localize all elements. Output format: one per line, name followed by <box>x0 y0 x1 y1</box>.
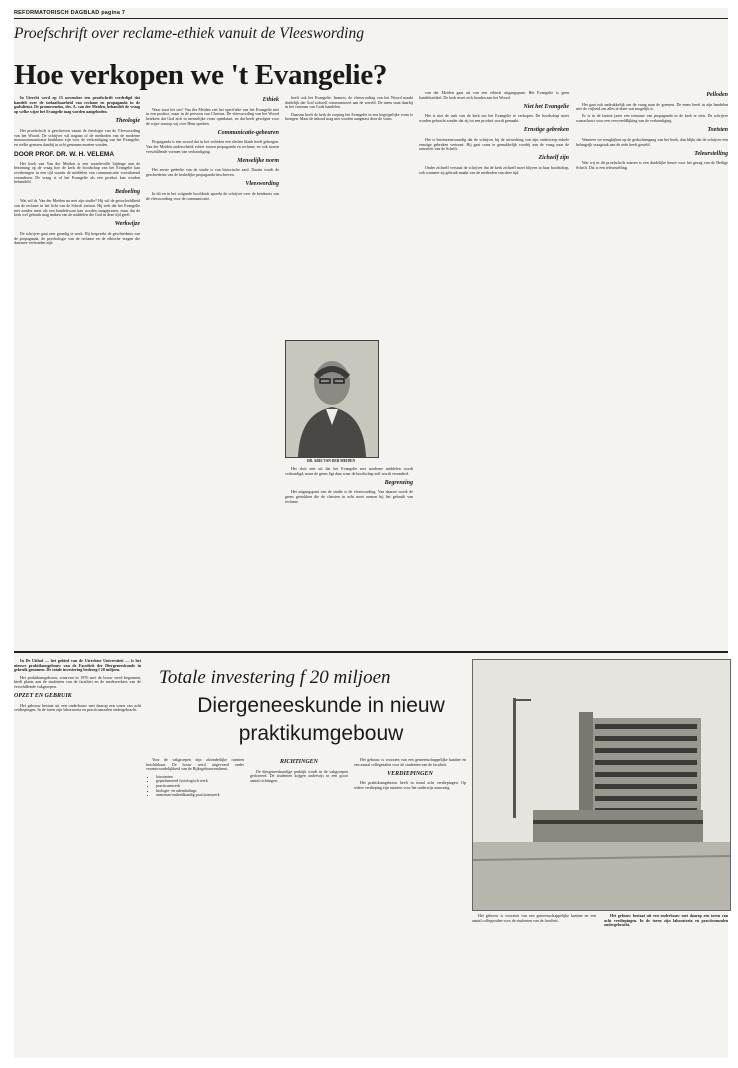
article-column-3-bottom <box>285 467 413 641</box>
subhead-begrenzing: Begrenzing <box>384 479 413 486</box>
article-paragraph: Het eerste gedeelte van de studie is van historische aard. Daarin wordt de geschiedenis van de kerkelijke propaganda beschreven. <box>146 167 279 178</box>
photo-caption: DR. ARIE VAN DER MEIDEN <box>306 459 356 463</box>
list-item: • practicumwerk <box>156 784 244 789</box>
article-paragraph: heeft ook het Evangelie. Immers, de vleeswording van het Woord maakt duidelijk dat God zichzelf communiceert aan de wereld. De mens staat daarbij in het centrum van Gods handelen. <box>285 96 413 110</box>
subhead-theology: Theologie <box>115 118 140 125</box>
newspaper-page <box>14 8 728 1058</box>
subhead-ethiek: Ethiek <box>262 97 279 103</box>
subhead-ernstige-gebreken: Ernstige gebreken <box>523 127 569 134</box>
article2-column-1 <box>14 659 141 1052</box>
article-paragraph: In dit en in het volgende hoofdstuk spreekt de schrijver over de betekenis van de vleeswording voor de communicatie. <box>146 190 279 201</box>
article2-paragraph: Het gebouw is voorzien van een gemeenschappelijke kantine en een aantal collegezalen voor de studenten van de faculteit. <box>472 914 596 923</box>
facility-list <box>156 775 244 799</box>
subhead-vleeswording: Vleeswording <box>245 181 279 188</box>
article2-column-6 <box>604 914 728 1054</box>
article2-kicker: Totale investering f 20 miljoen <box>159 667 391 688</box>
article2-lead: In De Uithof — het gebied van de Utrechtse Universiteit — is het nieuwe praktikumgebouw van de Faculteit der Diergeneeskunde in gebruik genomen. De totale investering bedroeg f 20 miljoen. <box>14 659 141 673</box>
article-paragraph: Het gaat ook nadrukkelijk om de vraag naar de grenzen. De mens heeft in zijn handelen niet de vrijheid om alles te doen wat mogelijk is. <box>576 101 728 112</box>
article2-paragraph: Het gebouw bestaat uit een onderbouw met daarop een toren van acht verdiepingen. In de toren zijn laboratoria en practicumzalen ondergebracht. <box>14 702 141 713</box>
article-column-4 <box>419 91 569 641</box>
subhead-niet-het-evangelie: Niet het Evangelie <box>523 103 569 110</box>
subhead-opzet: OPZET EN GEBRUIK <box>14 693 72 700</box>
article-paragraph: Het is betreurenswaardig dat de schrijver bij de uitwerking van zijn onderwerp enkele ernstige gebreken vertoont. Hij gaat soms te gemakkelijk voorbij aan de vraag naar de autoriteit van de Schrift. <box>419 136 569 152</box>
article-paragraph: Wat wil dr. Van der Meiden nu met zijn studie? Hij wil de geoorloofdheid van de reclame in het licht van de Schrift toetsen. Hij stelt dat het Evangelie niet zonder meer als een handelswaar kan worden aangeprezen, maar dat de kerk wel gebruik mag maken van de middelen die God in deze tijd geeft. <box>14 198 140 218</box>
subhead-teleurstelling: Teleurstelling <box>694 150 728 157</box>
article-paragraph: Er is in de laatste jaren een toename van propaganda in de kerk te zien. De schrijver waarschuwt voor een verwereldlijking van de verkondiging. <box>576 113 728 124</box>
subhead-zichzelf-zijn: Zichzelf zijn <box>538 155 569 162</box>
article-paragraph: Het is niet de taak van de kerk om het Evangelie te verkopen. De boodschap moet worden gebracht zonder dat zij tot een product wordt gemaakt. <box>419 113 569 124</box>
article-kicker: Proefschrift over reclame-ethiek vanuit de Vleeswording <box>14 25 364 42</box>
article-paragraph: Het uitgangspunt van de studie is de vleeswording. Van daaruit wordt de grens getrokken die de christen in acht moet nemen bij het gebruik van reclame. <box>285 489 413 504</box>
subhead-menselijke-norm: Menselijke norm <box>237 157 279 164</box>
byline: DOOR PROF. DR. W. H. VELEMA <box>14 151 115 159</box>
article-paragraph: van der Meiden gaat uit van een ethisch uitgangspunt. Het Evangelie is geen handelsartikel. De kerk moet zich houden aan het Woord. <box>419 91 569 100</box>
article2-headline: Diergeneeskunde in nieuw praktikumgebouw <box>197 694 445 745</box>
article-column-1 <box>14 96 140 641</box>
list-item: • biologie- en ademhalings <box>156 789 244 794</box>
newspaper-header: REFORMATORISCH DAGBLAD pagina 7 <box>14 10 126 16</box>
article2-column-2 <box>146 758 244 1053</box>
article-paragraph: Wanneer we terugkijken op de gedachtengang van het boek, dan blijkt dat de schrijver een belangrijk vraagstuk aan de orde heeft gesteld. <box>576 136 728 147</box>
subhead-communicatie: Communicatie-gebeuren <box>217 129 279 136</box>
subhead-bedoeling: Bedoeling <box>115 188 140 195</box>
article-lead: In Utrecht werd op 15 november een proefschrift verdedigd dat handelt over de toelaatbaarheid van reclame en propaganda in de godsdienst. De promovendus, drs. A. van der Meiden, behandelt de vraag op welke wijze het Evangelie mag worden aangeboden. <box>14 96 140 115</box>
building-image <box>473 660 730 910</box>
article-paragraph: Daarom heeft de kerk de roeping het Evangelie in een begrijpelijke vorm te brengen. Maar de inhoud mag niet worden aangetast door de vorm. <box>285 111 413 122</box>
list-item: • geparfumeerd fysiologisch werk <box>156 779 244 784</box>
section-divider <box>14 651 728 653</box>
subhead-pelloden: Pelloden <box>706 92 728 98</box>
subhead-richtingen: RICHTINGEN <box>279 759 318 765</box>
article2-column-5 <box>472 914 596 1054</box>
article-paragraph: Wat wij in dit proefschrift missen is een duidelijke keuze voor het gezag van de Heilige Schrift. Dat is een teleurstelling. <box>576 160 728 170</box>
article-paragraph: Het proefschrift is geschreven vanuit de theologie van de Vleeswording van het Woord. De schrijver wil nagaan of de methoden van de moderne massacommunicatie bruikbaar zijn voor de verkondiging van het Evangelie, en welke grenzen daarbij in acht genomen moeten worden. <box>14 127 140 147</box>
article-headline: Hoe verkopen we 't Evangelie? <box>14 59 388 91</box>
article2-paragraph: Het gebouw is voorzien van een gemeenschappelijke kantine en een aantal collegezalen voor de studenten van de faculteit. <box>354 758 466 767</box>
article2-column-4 <box>354 758 466 1053</box>
article2-paragraph: Voor de vakgroepen zijn afzonderlijke ruimten beschikbaar. De bouw werd uitgevoerd onder verantwoordelijkheid van de Rijksgebouwendienst. <box>146 758 244 772</box>
article-column-3-top <box>285 96 413 336</box>
article-column-5 <box>576 91 728 641</box>
list-item: • lotruimten <box>156 775 244 780</box>
article2-paragraph: Het praktikumgebouw, waarvan in 1976 met de bouw werd begonnen, biedt plaats aan de studenten van de faculteit en de medewerkers van de verschillende vakgroepen. <box>14 674 141 690</box>
article-paragraph: Het sluit niet uit dat het Evangelie met moderne middelen wordt verkondigd, maar de grens ligt daar waar de boodschap zelf wordt veranderd. <box>285 467 413 476</box>
article-paragraph: Onder zichzelf verstaat de schrijver dat de kerk zichzelf moet blijven in haar boodschap, ook wanneer zij gebruik maakt van de methoden van deze tijd. <box>419 164 569 175</box>
article-paragraph: Waar staat het om? Van der Meiden ziet het specifieke van het Evangelie niet in een product, maar in de persoon van Christus. De vleeswording van het Woord betekent dat God zich in menselijke vorm openbaart, en dat heeft gevolgen voor de wijze waarop wij over Hem spreken. <box>146 106 279 126</box>
subhead-toetsten: Toetsten <box>707 127 728 134</box>
subhead-verdiepingen: VERDIEPINGEN <box>387 770 433 777</box>
article-column-2 <box>146 96 279 641</box>
article2-paragraph: Het gebouw bestaat uit een onderbouw met daarop een toren van acht verdiepingen. In de toren zijn laboratoria en practicumzalen ondergebracht. <box>604 914 728 928</box>
article2-paragraph: Het praktikumgebouw heeft in totaal acht verdiepingen. Op iedere verdieping zijn ruimten voor het onderwijs aanwezig. <box>354 780 466 791</box>
article-paragraph: Het boek van Van der Meiden is een waardevolle bijdrage aan de bezinning op de vraag hoe de kerk de boodschap van het Evangelie kan overbrengen in een tijd waarin de middelen van communicatie voortdurend veranderen. De vraag is of het Evangelie als een product kan worden behandeld. <box>14 160 140 185</box>
article2-paragraph: De diergeneeskundige praktijk wordt in de vakgroepen gedoceerd. De studenten krijgen onderwijs in een groot aantal richtingen. <box>250 768 348 783</box>
author-portrait-photo <box>285 340 379 458</box>
header-rule <box>14 18 728 19</box>
article-paragraph: Propaganda is een woord dat in het verleden een slechte klank heeft gekregen. Van der Meiden onderscheidt echter tussen propaganda en reclame, en ook tussen verschillende vormen van verkondiging. <box>146 139 279 154</box>
building-photo <box>472 659 731 911</box>
list-item: • anatomie/ontleedkundig practicumwerk <box>156 793 244 798</box>
portrait-image <box>286 341 378 457</box>
intro-box <box>14 659 141 1052</box>
article2-column-3 <box>250 758 348 1053</box>
subhead-werkwijze: Werkwijze <box>114 221 140 228</box>
article-paragraph: De schrijver gaat zeer grondig te werk. Hij bespreekt de geschiedenis van de propaganda, de psychologie van de reclame en de ethische vragen die daarmee verbonden zijn. <box>14 230 140 246</box>
